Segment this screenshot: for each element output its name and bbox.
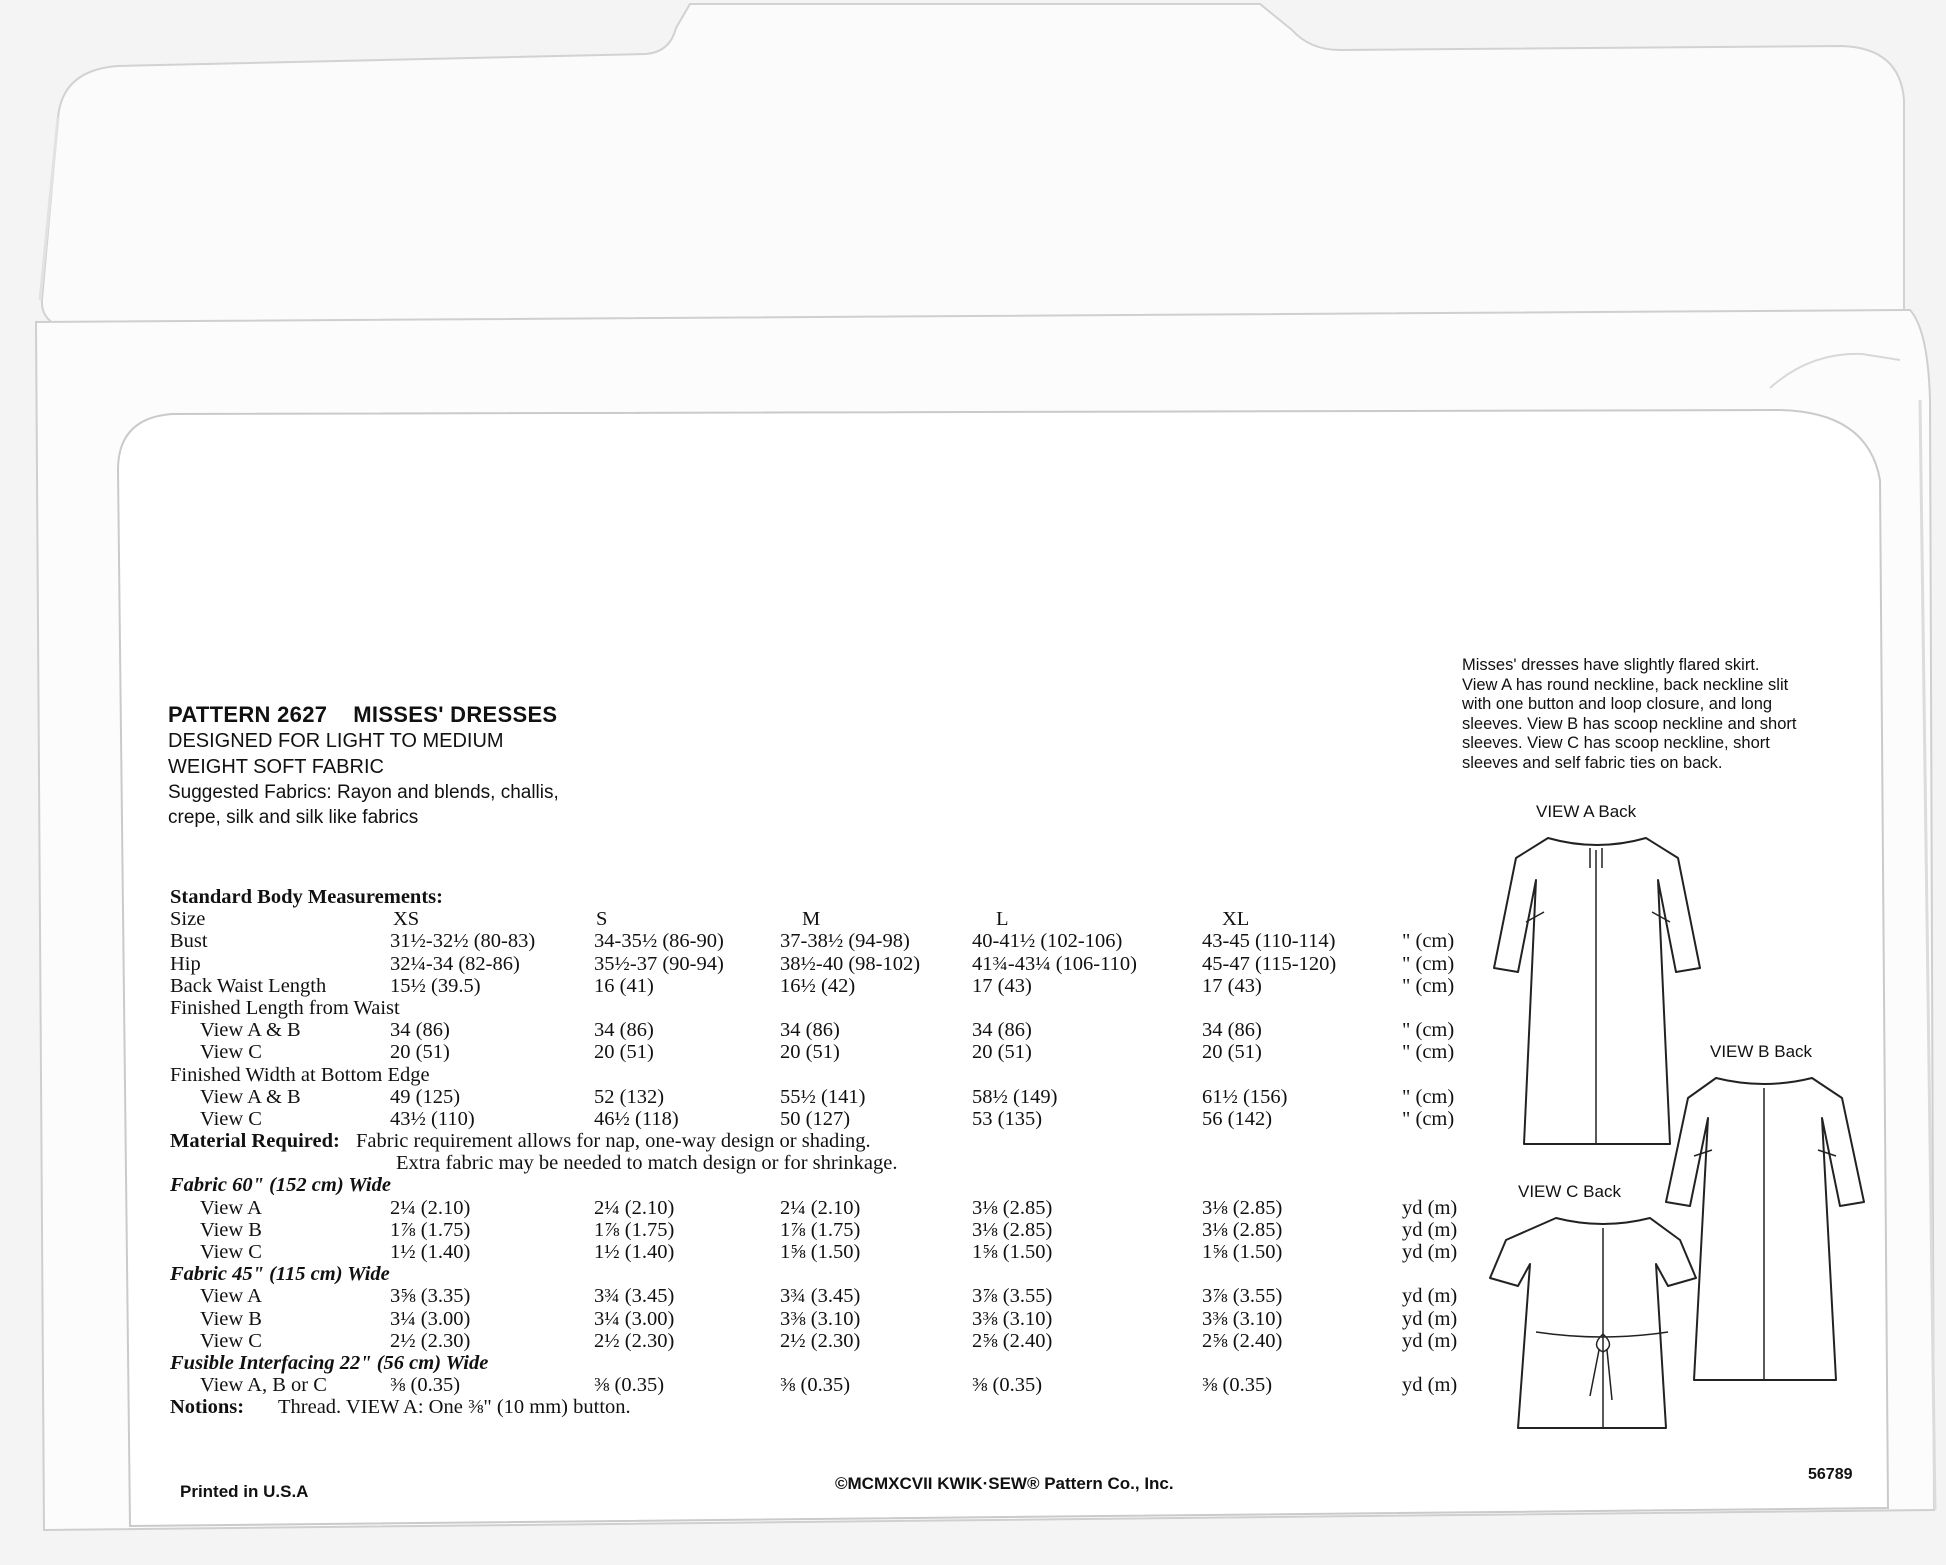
- cell-xl: 34 (86): [1202, 1019, 1262, 1042]
- cell-xl: 61½ (156): [1202, 1085, 1288, 1108]
- suggested-fabrics-line-2: crepe, silk and silk like fabrics: [168, 807, 419, 828]
- size-m: M: [802, 908, 821, 931]
- cell-xl: ⅜ (0.35): [1202, 1374, 1273, 1397]
- cell-unit: " (cm): [1402, 1019, 1455, 1042]
- row-label: Hip: [170, 952, 201, 975]
- view-b-label: VIEW B Back: [1710, 1042, 1813, 1061]
- cell-xl: 20 (51): [1202, 1041, 1262, 1064]
- cell-m: 1⅝ (1.50): [780, 1241, 861, 1263]
- cell-unit: yd (m): [1402, 1374, 1458, 1397]
- cell-l: 40-41½ (102-106): [972, 930, 1123, 953]
- finished-length-title: Finished Length from Waist: [170, 996, 400, 1019]
- material-text-2: Extra fabric may be needed to match design or for shrinkage.: [396, 1152, 898, 1175]
- printed-in-usa: Printed in U.S.A: [180, 1482, 309, 1501]
- cell-l: 2⅝ (2.40): [972, 1329, 1053, 1352]
- cell-m: 2½ (2.30): [780, 1329, 861, 1352]
- cell-xl: 1⅝ (1.50): [1202, 1241, 1283, 1263]
- cell-xs: 1½ (1.40): [390, 1241, 471, 1263]
- view-c-label: VIEW C Back: [1518, 1182, 1621, 1201]
- size-l: L: [996, 908, 1009, 931]
- row-label: View C: [200, 1107, 262, 1130]
- finished-width-title: Finished Width at Bottom Edge: [170, 1063, 430, 1086]
- cell-xs: 31½-32½ (80-83): [390, 930, 536, 953]
- cell-m: 37-38½ (94-98): [780, 930, 910, 953]
- cell-xs: 1⅞ (1.75): [390, 1218, 471, 1241]
- cell-l: 3⅛ (2.85): [972, 1218, 1053, 1241]
- cell-s: 1⅞ (1.75): [594, 1218, 675, 1241]
- cell-s: 46½ (118): [594, 1107, 679, 1130]
- cell-s: 34-35½ (86-90): [594, 930, 724, 953]
- material-required-title: Material Required:: [170, 1130, 340, 1153]
- row-label: View C: [200, 1329, 262, 1352]
- cell-l: 3⅞ (3.55): [972, 1285, 1053, 1308]
- pattern-header: [168, 702, 583, 830]
- size-s: S: [596, 908, 608, 931]
- cell-unit: yd (m): [1402, 1285, 1458, 1308]
- cell-l: 3⅛ (2.85): [972, 1196, 1053, 1219]
- cell-unit: " (cm): [1402, 930, 1455, 953]
- description-line: sleeves and self fabric ties on back.: [1462, 753, 1723, 772]
- size-label: Size: [170, 908, 206, 931]
- description-line: with one button and loop closure, and long: [1462, 695, 1773, 713]
- row-label: View A & B: [200, 1085, 301, 1108]
- description-line: sleeves. View C has scoop neckline, short: [1462, 734, 1770, 752]
- cell-m: 2¼ (2.10): [780, 1196, 861, 1219]
- suggested-fabrics-line-1: Suggested Fabrics: Rayon and blends, challis,: [168, 782, 559, 803]
- pattern-code: 56789: [1808, 1466, 1853, 1483]
- cell-xs: 3¼ (3.00): [390, 1307, 471, 1330]
- cell-unit: yd (m): [1402, 1329, 1458, 1352]
- cell-xs: 15½ (39.5): [390, 974, 481, 997]
- cell-s: 34 (86): [594, 1019, 654, 1042]
- cell-s: ⅜ (0.35): [594, 1374, 665, 1397]
- row-label: Back Waist Length: [170, 974, 327, 997]
- standard-body-measurements-title: Standard Body Measurements:: [170, 886, 443, 908]
- cell-xs: 3⅝ (3.35): [390, 1285, 471, 1308]
- designed-line-1: DESIGNED FOR LIGHT TO MEDIUM: [168, 730, 504, 752]
- cell-l: 58½ (149): [972, 1085, 1058, 1108]
- cell-s: 2¼ (2.10): [594, 1196, 675, 1219]
- fabric-60-title: Fabric 60" (152 cm) Wide: [170, 1174, 391, 1197]
- designed-line-2: WEIGHT SOFT FABRIC: [168, 756, 384, 778]
- cell-l: 41¾-43¼ (106-110): [972, 952, 1137, 975]
- cell-l: 1⅝ (1.50): [972, 1241, 1053, 1263]
- cell-s: 52 (132): [594, 1085, 665, 1108]
- pattern-number: PATTERN 2627: [168, 702, 328, 727]
- row-label: View A & B: [200, 1019, 301, 1042]
- cell-xs: 43½ (110): [390, 1107, 475, 1130]
- cell-s: 1½ (1.40): [594, 1241, 675, 1263]
- cell-l: 3⅜ (3.10): [972, 1307, 1053, 1330]
- notions-title: Notions:: [170, 1396, 245, 1419]
- cell-s: 20 (51): [594, 1041, 654, 1064]
- row-label: View A: [200, 1285, 262, 1308]
- cell-unit: " (cm): [1402, 974, 1455, 997]
- description-line: View A has round neckline, back neckline slit: [1462, 675, 1789, 694]
- cell-xs: 49 (125): [390, 1085, 461, 1108]
- cell-m: 1⅞ (1.75): [780, 1218, 861, 1241]
- cell-xs: 32¼-34 (82-86): [390, 952, 520, 975]
- cell-xs: ⅜ (0.35): [390, 1374, 461, 1397]
- row-label: View A: [200, 1196, 262, 1219]
- cell-xl: 3⅜ (3.10): [1202, 1307, 1283, 1330]
- cell-xl: 45-47 (115-120): [1202, 952, 1337, 975]
- cell-m: 34 (86): [780, 1019, 840, 1042]
- description-line: sleeves. View B has scoop neckline and short: [1462, 714, 1797, 733]
- cell-xl: 3⅛ (2.85): [1202, 1218, 1283, 1241]
- cell-m: 50 (127): [780, 1107, 851, 1130]
- row-label: Bust: [170, 930, 208, 953]
- cell-xl: 43-45 (110-114): [1202, 930, 1336, 953]
- cell-xl: 3⅛ (2.85): [1202, 1196, 1283, 1219]
- cell-xl: 56 (142): [1202, 1107, 1273, 1130]
- cell-unit: " (cm): [1402, 1041, 1455, 1064]
- fusible-interfacing-title: Fusible Interfacing 22" (56 cm) Wide: [170, 1351, 489, 1374]
- row-label: View A, B or C: [200, 1374, 327, 1397]
- cell-xs: 2¼ (2.10): [390, 1196, 471, 1219]
- cell-s: 3¼ (3.00): [594, 1307, 675, 1330]
- cell-m: ⅜ (0.35): [780, 1374, 851, 1397]
- pattern-description: [1462, 656, 1872, 773]
- pattern-name: MISSES' DRESSES: [353, 702, 558, 727]
- cell-m: 3⅜ (3.10): [780, 1307, 861, 1330]
- cell-l: 17 (43): [972, 974, 1032, 997]
- cell-l: 20 (51): [972, 1041, 1032, 1064]
- cell-m: 3¾ (3.45): [780, 1285, 861, 1308]
- view-a-label: VIEW A Back: [1536, 802, 1637, 821]
- row-label: View B: [200, 1218, 262, 1241]
- cell-xl: 2⅝ (2.40): [1202, 1329, 1283, 1352]
- cell-m: 16½ (42): [780, 974, 856, 997]
- row-label: View B: [200, 1307, 262, 1330]
- cell-m: 38½-40 (98-102): [780, 952, 921, 975]
- cell-unit: " (cm): [1402, 1107, 1455, 1130]
- cell-xl: 17 (43): [1202, 974, 1262, 997]
- fabric-45-title: Fabric 45" (115 cm) Wide: [170, 1263, 390, 1286]
- row-label: View C: [200, 1241, 262, 1263]
- row-label: View C: [200, 1041, 262, 1064]
- cell-xl: 3⅞ (3.55): [1202, 1285, 1283, 1308]
- cell-xs: 34 (86): [390, 1019, 450, 1042]
- cell-unit: yd (m): [1402, 1241, 1458, 1263]
- cell-s: 16 (41): [594, 974, 654, 997]
- material-text-1: Fabric requirement allows for nap, one-way design or shading.: [356, 1130, 871, 1153]
- cell-unit: " (cm): [1402, 1085, 1455, 1108]
- cell-unit: yd (m): [1402, 1196, 1458, 1219]
- notions-text: Thread. VIEW A: One ⅜" (10 mm) button.: [278, 1396, 631, 1419]
- cell-unit: yd (m): [1402, 1218, 1458, 1241]
- description-line: Misses' dresses have slightly flared skirt.: [1462, 656, 1760, 674]
- cell-unit: " (cm): [1402, 952, 1455, 975]
- copyright-notice: ©MCMXCVII KWIK·SEW® Pattern Co., Inc.: [835, 1474, 1174, 1493]
- cell-xs: 2½ (2.30): [390, 1329, 471, 1352]
- cell-unit: yd (m): [1402, 1307, 1458, 1330]
- cell-s: 3¾ (3.45): [594, 1285, 675, 1308]
- cell-l: ⅜ (0.35): [972, 1374, 1043, 1397]
- cell-l: 34 (86): [972, 1019, 1032, 1042]
- size-xs: XS: [393, 908, 420, 931]
- cell-s: 35½-37 (90-94): [594, 952, 724, 975]
- cell-s: 2½ (2.30): [594, 1329, 675, 1352]
- size-xl: XL: [1222, 908, 1250, 931]
- cell-m: 20 (51): [780, 1041, 840, 1064]
- cell-xs: 20 (51): [390, 1041, 450, 1064]
- cell-l: 53 (135): [972, 1107, 1043, 1130]
- cell-m: 55½ (141): [780, 1085, 866, 1108]
- pattern-title: [168, 702, 583, 728]
